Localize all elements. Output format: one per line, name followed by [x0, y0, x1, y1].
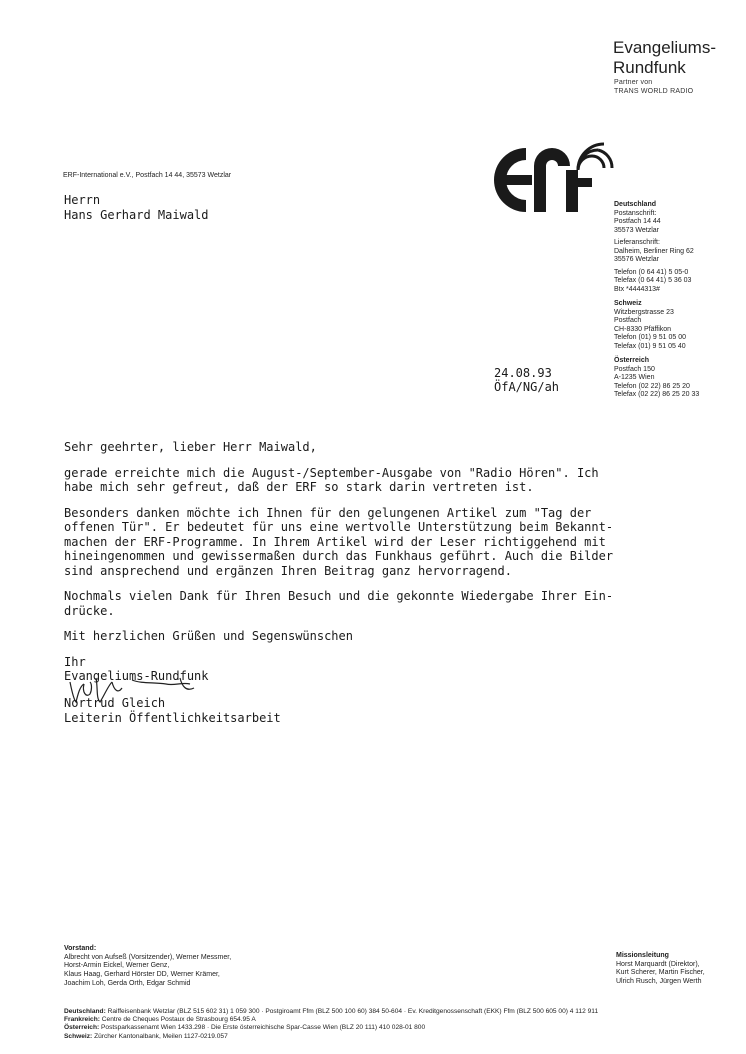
closing-org: Evangeliums-Rundfunk — [64, 669, 209, 683]
text-line: habe mich sehr gefreut, daß der ERF so stark darin vertreten ist. — [64, 480, 534, 494]
text-line: drücke. — [64, 603, 115, 618]
bank-label: Schweiz: — [64, 1032, 93, 1040]
board-line: Joachim Loh, Gerda Orth, Edgar Schmid — [64, 979, 191, 987]
board-list — [64, 945, 231, 989]
contact-text: Postfach 14 44 — [614, 218, 661, 225]
logo-f-stem — [566, 170, 578, 212]
contact-phone: Telefon (0 64 41) 5 05-0 — [614, 268, 689, 276]
letter-body — [64, 440, 664, 684]
board-line: Albrecht von Aufseß (Vorsitzender), Werner Messmer, — [64, 953, 232, 961]
region-germany: Deutschland — [614, 201, 657, 208]
bank-label: Frankreich: — [64, 1016, 100, 1024]
contact-btx: Btx *4444313# — [614, 285, 660, 293]
paragraph-3 — [64, 589, 664, 618]
contact-text: Dalheim, Berliner Ring 62 — [614, 247, 694, 255]
region-switzerland: Schweiz — [614, 300, 642, 307]
bank-text: Centre de Cheques Postaux de Strasbourg 654.95 A — [101, 1016, 256, 1024]
board-line: Horst-Armin Eickel, Werner Genz, — [64, 962, 170, 970]
contact-text: Postfach — [614, 317, 642, 324]
management-list — [616, 952, 705, 987]
signer-name: Nortrud Gleich — [64, 696, 166, 710]
text-line: hineingenommen und gewissermaßen durch das Funkhaus geführt. Auch die Bilder — [64, 549, 614, 563]
contact-fax: Telefax (01) 9 51 05 40 — [614, 342, 686, 350]
text-line: Besonders danken möchte ich Ihnen für den gelungenen Artikel zum "Tag der — [64, 505, 592, 520]
logo-e-bar — [502, 175, 532, 185]
closing-ihr: Ihr — [64, 654, 86, 669]
closing: Mit herzlichen Grüßen und Segenswünschen — [64, 629, 353, 643]
signer-block — [64, 696, 281, 726]
bank-details — [64, 1008, 598, 1041]
text-line: offenen Tür". Er bedeutet für uns eine wertvolle Unterstützung beim Bekannt- — [64, 520, 614, 534]
text-line: gerade erreichte mich die August-/September-Ausgabe von "Radio Hören". Ich — [64, 465, 599, 480]
contact-phone: Telefon (02 22) 86 25 20 — [614, 382, 690, 390]
date-block — [494, 366, 559, 394]
contact-text: 35573 Wetzlar — [614, 226, 660, 234]
contact-fax: Telefax (02 22) 86 25 20 33 — [614, 391, 700, 398]
contact-text: Lieferanschrift: — [614, 239, 660, 246]
paragraph-2 — [64, 506, 664, 579]
reference-code: ÖfA/NG/ah — [494, 380, 560, 394]
partner-line1: Partner von — [614, 79, 653, 86]
bank-text: Zürcher Kantonalbank, Meilen 1127-0219.057 — [94, 1032, 228, 1040]
management-line: Horst Marquardt (Direktor), — [616, 960, 700, 968]
contact-text: Postanschrift: — [614, 209, 657, 217]
bank-text: Postsparkassenamt Wien 1433.298 · Die Erste österreichische Spar-Casse Wien (BLZ 20 111) 410 028-01 800 — [101, 1024, 426, 1032]
logo-r — [534, 148, 570, 212]
contact-text: 35576 Wetzlar — [614, 256, 660, 263]
org-name — [613, 38, 716, 78]
logo-f-bar — [566, 178, 592, 187]
contact-text: Witzbergstrasse 23 — [614, 308, 674, 316]
recipient-line1: Herrn — [64, 193, 101, 207]
bank-austria — [64, 1024, 598, 1032]
management-line: Ulrich Rusch, Jürgen Werth — [616, 978, 702, 986]
management-line: Kurt Scherer, Martin Fischer, — [616, 969, 705, 977]
board-line: Klaus Haag, Gerhard Hörster DD, Werner Krämer, — [64, 971, 220, 979]
management-title: Missionsleitung — [616, 952, 669, 959]
region-austria: Österreich — [614, 357, 650, 364]
contact-text: A-1235 Wien — [614, 374, 655, 381]
org-name-line1: Evangeliums- — [613, 38, 716, 57]
text-line: Nochmals vielen Dank für Ihren Besuch und die gekonnte Wiedergabe Ihrer Ein- — [64, 589, 614, 603]
contact-fax: Telefax (0 64 41) 5 36 03 — [614, 277, 692, 284]
salutation: Sehr geehrter, lieber Herr Maiwald, — [64, 440, 317, 454]
recipient-line2: Hans Gerhard Maiwald — [64, 208, 209, 222]
bank-switzerland — [64, 1033, 598, 1041]
bank-label: Deutschland: — [64, 1008, 106, 1015]
bank-germany — [64, 1008, 598, 1016]
board-title: Vorstand: — [64, 945, 97, 952]
partner-note — [614, 78, 693, 96]
contact-phone: Telefon (01) 9 51 05 00 — [614, 334, 686, 341]
contact-text: CH-8330 Pfäffikon — [614, 325, 672, 333]
bank-label: Österreich: — [64, 1024, 100, 1032]
org-name-line2: Rundfunk — [613, 58, 686, 77]
erf-logo — [488, 140, 618, 220]
signer-title: Leiterin Öffentlichkeitsarbeit — [64, 711, 281, 725]
logo-waves-icon — [578, 144, 612, 170]
paragraph-1 — [64, 466, 664, 495]
contact-column — [614, 199, 742, 400]
partner-line2: TRANS WORLD RADIO — [614, 88, 694, 95]
sender-line: ERF-International e.V., Postfach 14 44, 35573 Wetzlar — [63, 172, 232, 179]
recipient-address — [64, 193, 209, 223]
contact-text: Postfach 150 — [614, 365, 655, 373]
bank-text: Raiffeisenbank Wetzlar (BLZ 515 602 31) 1 059 300 · Postgiroamt Ffm (BLZ 500 100 60) 384 50-604 · Ev. Kreditgenossenschaft (EKK) Ffm (BLZ 500 605 00) 4 112 911 — [107, 1008, 599, 1015]
letter-date: 24.08.93 — [494, 366, 552, 380]
text-line: machen der ERF-Programme. In Ihrem Artikel wird der Leser richtiggehend mit — [64, 534, 606, 549]
text-line: sind ansprechend und ergänzen Ihren Beitrag ganz hervorragend. — [64, 563, 512, 578]
